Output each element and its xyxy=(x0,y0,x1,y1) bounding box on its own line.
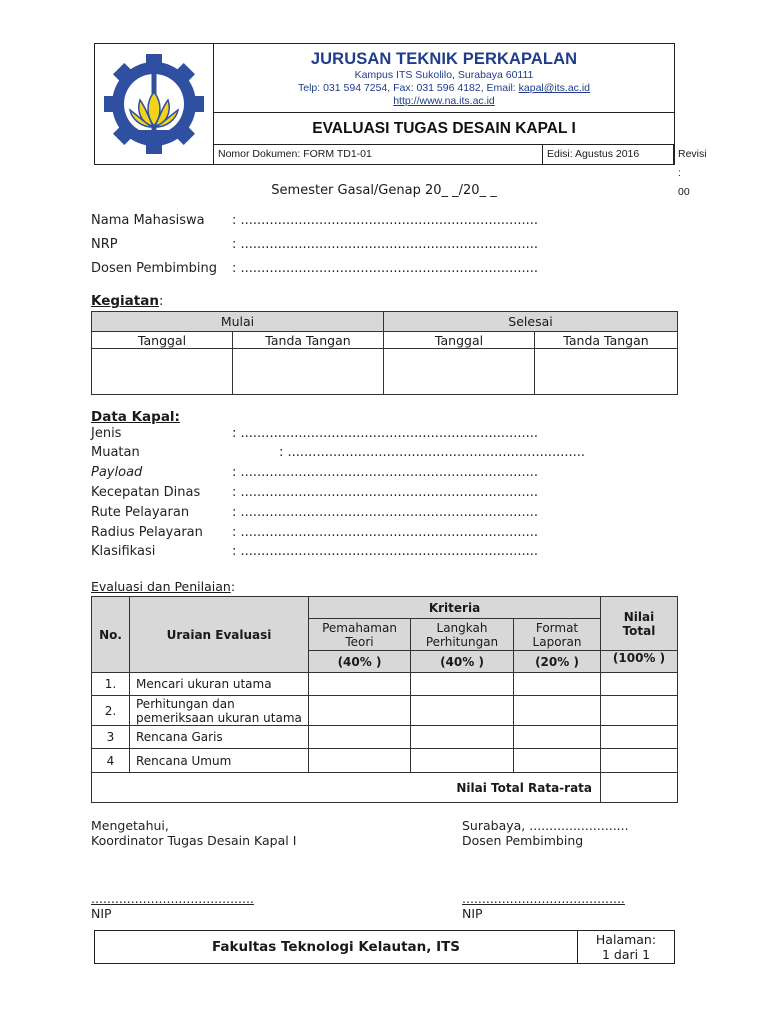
row-no: 3 xyxy=(92,726,130,749)
score-cell[interactable] xyxy=(411,673,514,696)
evaluasi-colon: : xyxy=(230,579,236,594)
score-cell[interactable] xyxy=(309,726,411,749)
table-row xyxy=(92,749,678,773)
page-value: 1 dari 1 xyxy=(601,947,651,962)
field-value-kecepatan[interactable]: : ........................................................................ xyxy=(232,485,539,500)
field-label-klasifikasi: Klasifikasi xyxy=(91,544,156,559)
kegiatan-start-header: Mulai xyxy=(92,312,384,332)
sig-left-line2: Koordinator Tugas Desain Kapal I xyxy=(91,833,297,848)
row-desc xyxy=(130,696,309,726)
score-cell[interactable] xyxy=(309,696,411,726)
col-no-header: No. xyxy=(92,597,130,673)
sig-right-line1[interactable]: Surabaya, ......................... xyxy=(462,818,629,833)
kegiatan-cell-tanggal-end[interactable] xyxy=(384,349,535,395)
kegiatan-cell-ttd-start[interactable] xyxy=(233,349,384,395)
address: Kampus ITS Sukolilo, Surabaya 60111 xyxy=(354,69,534,81)
department-name: JURUSAN TEKNIK PERKAPALAN xyxy=(310,50,578,68)
col-pemahaman-text: Pemahaman Teori xyxy=(322,620,397,649)
faculty-name: Fakultas Teknologi Kelautan, ITS xyxy=(95,931,578,963)
total-average-label: Nilai Total Rata-rata xyxy=(92,773,601,803)
field-value-rute[interactable]: : ........................................................................ xyxy=(232,505,539,520)
kegiatan-cell-tanggal-start[interactable] xyxy=(92,349,233,395)
evaluasi-title: Evaluasi dan Penilaian xyxy=(91,579,231,594)
total-average-cell[interactable] xyxy=(601,773,678,803)
score-cell[interactable] xyxy=(309,673,411,696)
score-cell[interactable] xyxy=(309,749,411,773)
page-label: Halaman: xyxy=(595,932,657,947)
table-row xyxy=(92,726,678,749)
field-value-nrp[interactable]: : ........................................................................ xyxy=(232,237,539,252)
row-desc: Rencana Garis xyxy=(130,726,309,749)
row-desc: Rencana Umum xyxy=(130,749,309,773)
website-line xyxy=(214,95,674,108)
its-logo-icon xyxy=(102,52,206,156)
field-value-dosen[interactable]: : ........................................................................ xyxy=(232,261,539,276)
evaluasi-table xyxy=(91,596,678,803)
field-value-muatan[interactable]: : ........................................................................ xyxy=(279,445,586,460)
kegiatan-sub-ttd-start: Tanda Tangan xyxy=(233,332,384,349)
weight-total: (100% ) xyxy=(601,651,678,673)
total-cell[interactable] xyxy=(601,696,678,726)
sig-right-line2: Dosen Pembimbing xyxy=(462,833,584,848)
sig-left-nip: NIP xyxy=(91,906,112,921)
kegiatan-sub-ttd-end: Tanda Tangan xyxy=(535,332,678,349)
row-no: 4 xyxy=(92,749,130,773)
row-no: 2. xyxy=(92,696,130,726)
col-nilai-text: Nilai Total xyxy=(622,609,656,638)
score-cell[interactable] xyxy=(411,726,514,749)
semester-line: Semester Gasal/Genap 20_ _/20_ _ xyxy=(271,183,497,198)
col-nilai-header xyxy=(601,597,678,651)
total-cell[interactable] xyxy=(601,749,678,773)
row-no: 1. xyxy=(92,673,130,696)
weight-pemahaman: (40% ) xyxy=(309,651,411,673)
document-footer xyxy=(94,930,675,964)
field-label-rute: Rute Pelayaran xyxy=(91,505,190,520)
col-format-header xyxy=(514,619,601,651)
kegiatan-colon: : xyxy=(158,294,164,309)
col-kriteria-header: Kriteria xyxy=(309,597,601,619)
page-info xyxy=(578,932,674,962)
score-cell[interactable] xyxy=(411,749,514,773)
kegiatan-table xyxy=(91,311,678,395)
field-label-jenis: Jenis xyxy=(91,426,122,441)
sig-left-line[interactable]: ......................................... xyxy=(91,891,254,906)
row-desc: Mencari ukuran utama xyxy=(130,673,309,696)
kegiatan-sub-tanggal-end: Tanggal xyxy=(384,332,535,349)
kegiatan-cell-ttd-end[interactable] xyxy=(535,349,678,395)
contact-line xyxy=(214,82,674,95)
sig-right-nip: NIP xyxy=(462,906,483,921)
institution-cell xyxy=(214,44,674,113)
score-cell[interactable] xyxy=(514,749,601,773)
col-langkah-header xyxy=(411,619,514,651)
contact-prefix: Telp: 031 594 7254, Fax: 031 596 4182, Email: xyxy=(297,82,519,94)
col-langkah-text: Langkah Perhitungan xyxy=(425,620,499,649)
row-desc-text: Perhitungan dan pemeriksaan ukuran utama xyxy=(136,696,302,725)
field-label-dosen: Dosen Pembimbing xyxy=(91,261,218,276)
field-label-radius: Radius Pelayaran xyxy=(91,525,203,540)
table-row xyxy=(92,673,678,696)
revision: Revisi : 00 xyxy=(678,148,707,198)
total-cell[interactable] xyxy=(601,673,678,696)
score-cell[interactable] xyxy=(514,673,601,696)
sig-right-line[interactable]: ......................................... xyxy=(462,891,625,906)
kegiatan-end-header: Selesai xyxy=(384,312,678,332)
col-uraian-header: Uraian Evaluasi xyxy=(130,597,309,673)
score-cell[interactable] xyxy=(514,726,601,749)
field-label-payload: Payload xyxy=(91,465,143,480)
col-pemahaman-header xyxy=(309,619,411,651)
weight-format: (20% ) xyxy=(514,651,601,673)
score-cell[interactable] xyxy=(514,696,601,726)
kegiatan-title: Kegiatan xyxy=(91,293,159,309)
form-title-cell xyxy=(214,113,674,145)
field-value-payload[interactable]: : ........................................................................ xyxy=(232,465,539,480)
data-kapal-title: Data Kapal: xyxy=(91,409,180,425)
field-value-radius[interactable]: : ........................................................................ xyxy=(232,525,539,540)
field-value-klasifikasi[interactable]: : ........................................................................ xyxy=(232,544,539,559)
field-label-muatan: Muatan xyxy=(91,445,140,460)
score-cell[interactable] xyxy=(411,696,514,726)
email-link[interactable]: kapal@its.ac.id xyxy=(518,82,590,94)
field-label-kecepatan: Kecepatan Dinas xyxy=(91,485,201,500)
logo-cell xyxy=(95,44,214,164)
evaluasi-heading xyxy=(91,576,235,595)
sig-left-line1: Mengetahui, xyxy=(91,818,169,833)
doc-number: Nomor Dokumen: FORM TD1-01 xyxy=(214,145,543,164)
weight-langkah: (40% ) xyxy=(411,651,514,673)
field-value-jenis[interactable]: : ........................................................................ xyxy=(232,426,539,441)
edition: Edisi: Agustus 2016 xyxy=(543,145,674,164)
field-value-nama[interactable]: : ........................................................................ xyxy=(232,213,539,228)
field-label-nrp: NRP xyxy=(91,237,118,252)
field-label-nama: Nama Mahasiswa xyxy=(91,213,205,228)
kegiatan-sub-tanggal-start: Tanggal xyxy=(92,332,233,349)
website-link[interactable]: http://www.na.its.ac.id xyxy=(393,95,495,107)
total-cell[interactable] xyxy=(601,726,678,749)
form-title: EVALUASI TUGAS DESAIN KAPAL I xyxy=(312,120,576,137)
table-row xyxy=(92,696,678,726)
col-format-text: Format Laporan xyxy=(532,620,582,649)
kegiatan-heading xyxy=(91,290,163,309)
